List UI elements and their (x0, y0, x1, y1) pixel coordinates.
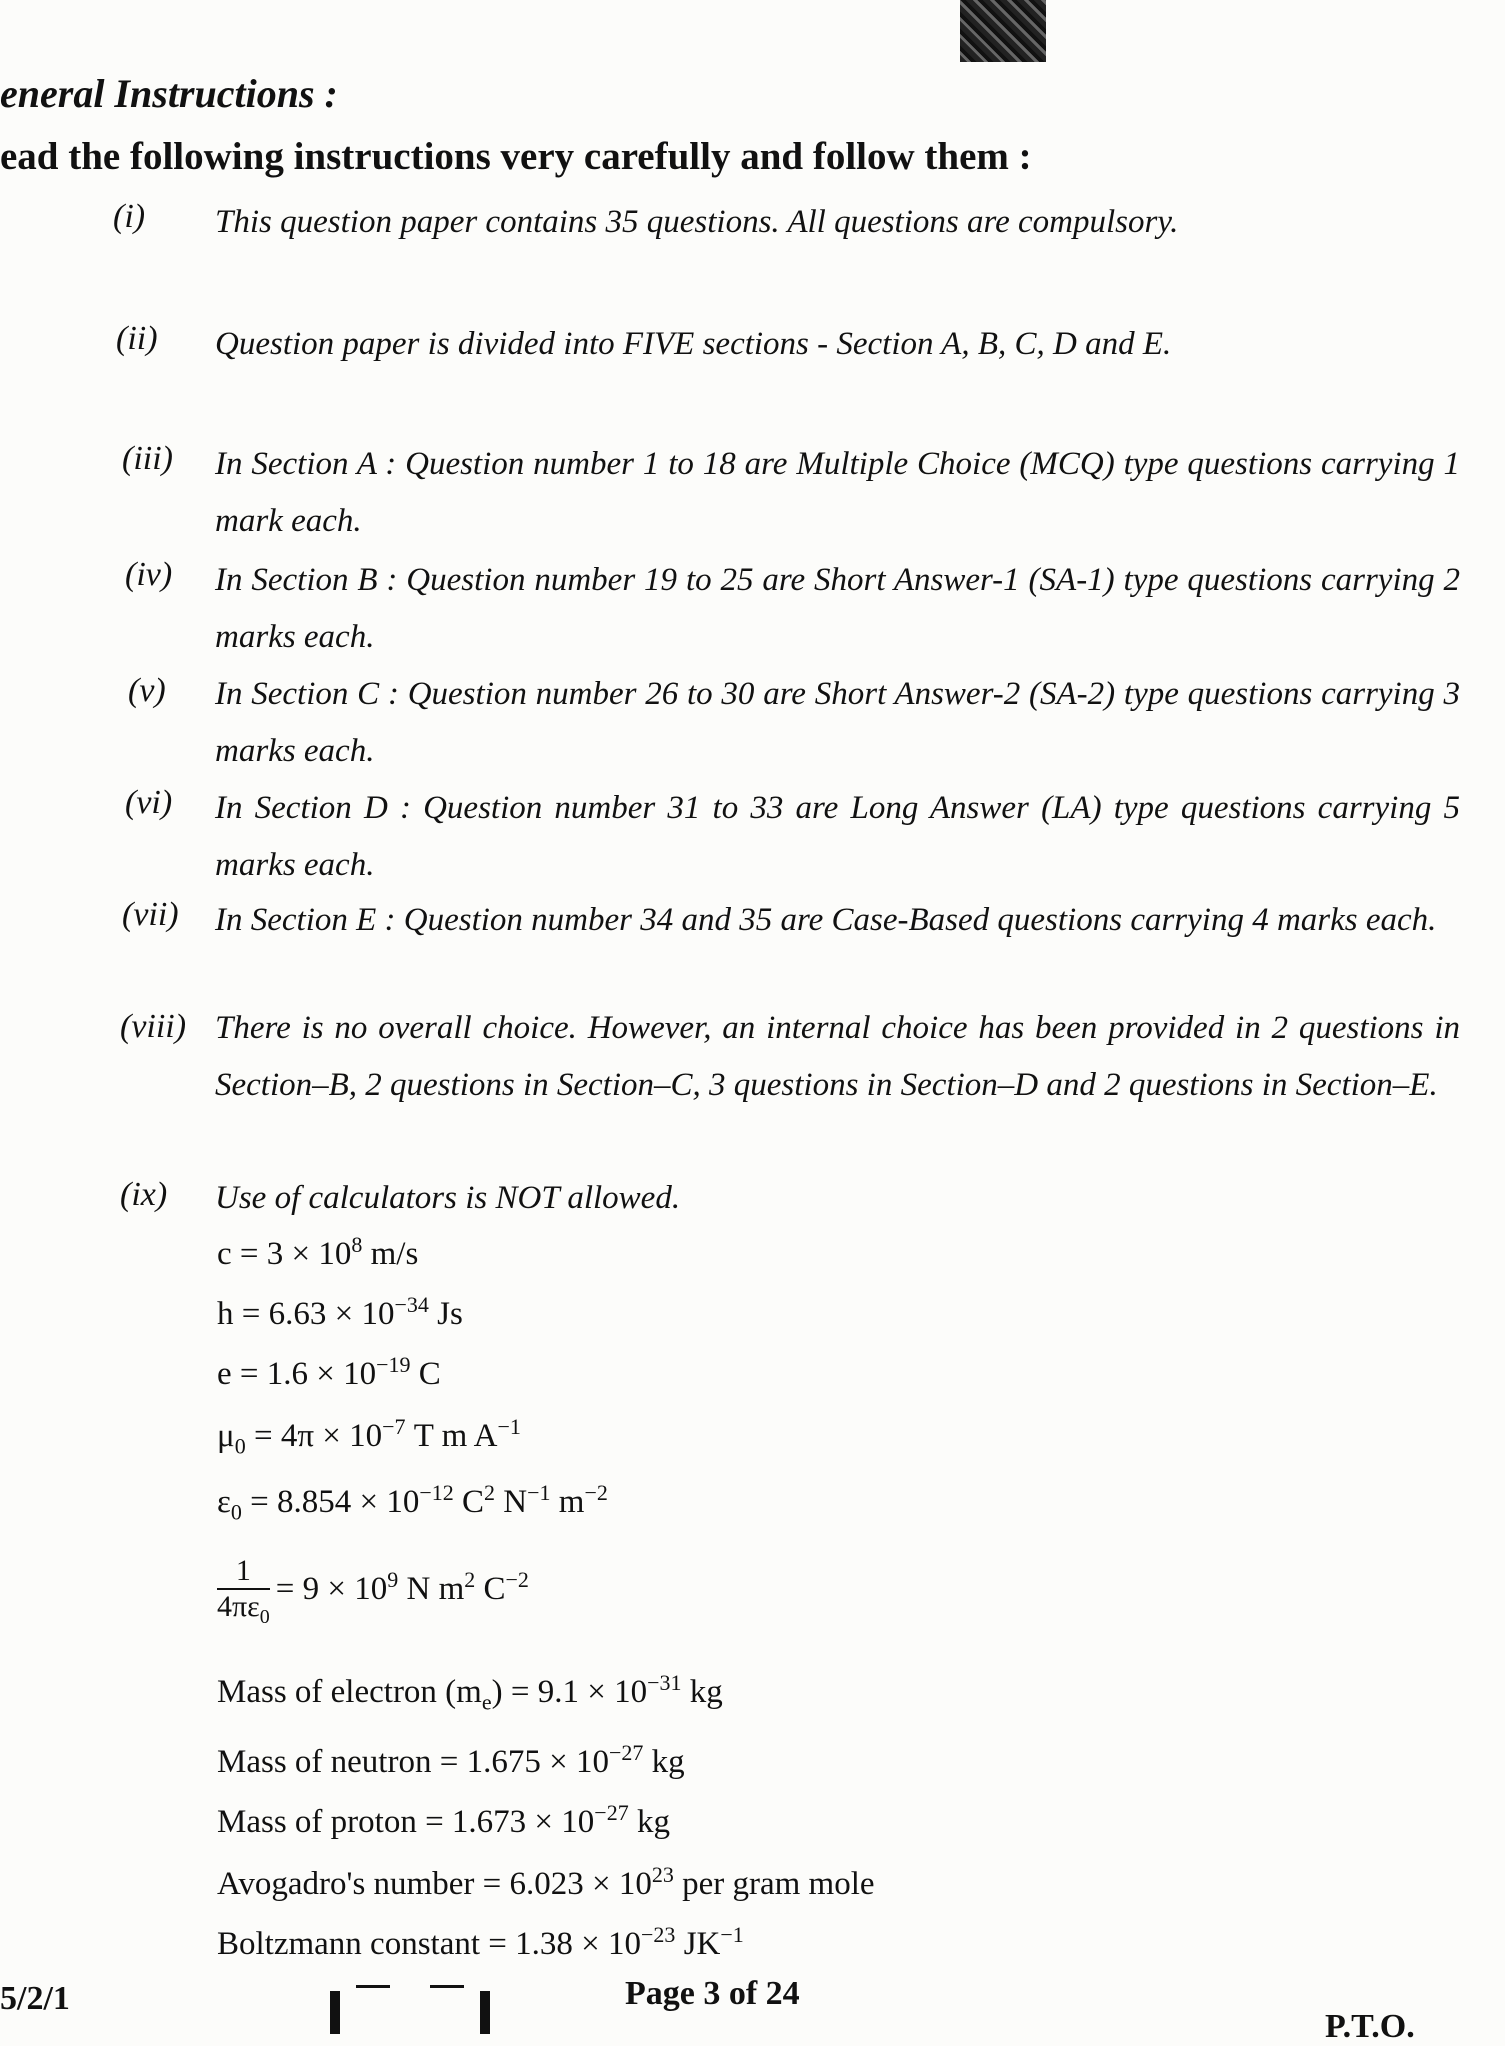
constant-coulomb: $\frac{1}{4\pi\varepsilon_0}$ = $9 \times 10^9$ N $m^2$ $C^{-2}$ (217, 1554, 529, 1628)
instruction-number: (iii) (122, 440, 173, 477)
instruction-number: (vi) (125, 784, 173, 821)
constant-permeability: $\mu_0 = 4\pi \times 10^{-7}$ T m $A^{-1}$ (217, 1414, 521, 1459)
constant-proton-mass: Mass of proton = $1.673 \times 10^{-27}$ kg (217, 1800, 670, 1840)
instruction-number: (viii) (120, 1008, 187, 1045)
instruction-number: (vii) (122, 896, 179, 933)
constant-electron-mass: Mass of electron $(m_e) = 9.1 \times 10^{-31}$ kg (217, 1670, 723, 1715)
constant-neutron-mass: Mass of neutron = $1.675 \times 10^{-27}$ kg (217, 1740, 685, 1780)
instructions-intro: ead the following instructions very carefully and follow them : (0, 135, 1032, 178)
constant-planck: $h = 6.63 \times 10^{-34}$ Js (217, 1292, 463, 1332)
constant-electron-charge: $e = 1.6 \times 10^{-19}$ C (217, 1352, 441, 1392)
page-number: Page 3 of 24 (625, 1975, 800, 2012)
instruction-text: In Section E : Question number 34 and 35 are Case-Based questions carrying 4 marks each. (215, 902, 1437, 938)
fraction: $\frac{1}{4\pi\varepsilon_0}$ (217, 1554, 270, 1628)
constant-speed-of-light: $c = 3 \times 10^8$ m/s (217, 1232, 419, 1272)
instruction-text: Question paper is divided into FIVE sections - Section A, B, C, D and E. (215, 326, 1172, 362)
instruction-number: (i) (113, 198, 146, 235)
general-instructions-heading: eneral Instructions : (0, 71, 338, 116)
instruction-number: (iv) (125, 556, 173, 593)
barcode (330, 1985, 490, 2034)
instruction-text: In Section B : Question number 19 to 25 are Short Answer-1 (SA-1) type questions carrying 2 marks each. (215, 562, 1460, 655)
constant-permittivity: $\varepsilon_0 = 8.854 \times 10^{-12}$ $C^2$ $N^{-1}$ $m^{-2}$ (217, 1480, 608, 1525)
instruction-text: In Section D : Question number 31 to 33 are Long Answer (LA) type questions carrying 5 marks each. (215, 790, 1460, 883)
constant-avogadro: Avogadro's number = $6.023 \times 10^{23}$ per gram mole (217, 1862, 875, 1902)
instruction-number: (v) (128, 672, 166, 709)
qr-code (960, 0, 1046, 62)
instruction-text: In Section A : Question number 1 to 18 are Multiple Choice (MCQ) type questions carrying 1 mark each. (215, 446, 1460, 539)
instruction-text: Use of calculators is NOT allowed. (215, 1180, 681, 1216)
pto-label: P.T.O. (1325, 2008, 1415, 2045)
instruction-number: (ii) (116, 320, 158, 357)
instruction-text: This question paper contains 35 questions. All questions are compulsory. (215, 204, 1179, 240)
instruction-number: (ix) (120, 1176, 168, 1213)
constant-boltzmann: Boltzmann constant = $1.38 \times 10^{-23}$ $JK^{-1}$ (217, 1922, 744, 1962)
paper-code: 5/2/1 (0, 1980, 70, 2017)
instruction-text: In Section C : Question number 26 to 30 are Short Answer-2 (SA-2) type questions carrying 3 marks each. (215, 676, 1460, 769)
instruction-text: There is no overall choice. However, an internal choice has been provided in 2 questions in Section–B, 2 questions in Section–C, 3 questions in Section–D and 2 questions in Section–E. (215, 1010, 1460, 1103)
